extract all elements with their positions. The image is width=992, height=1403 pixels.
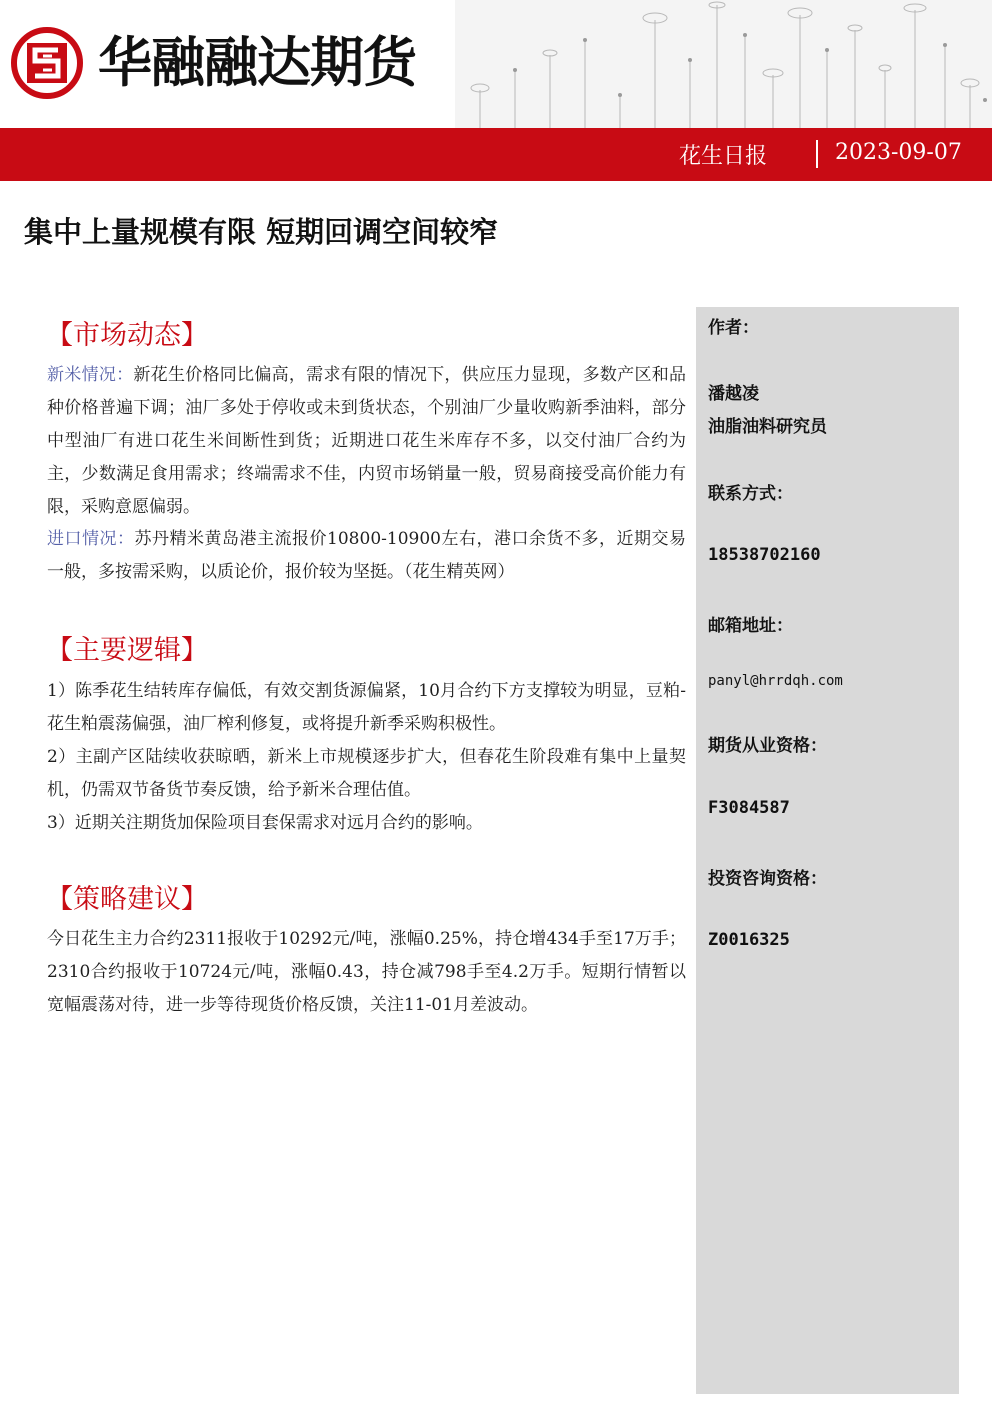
logic-point-3: 3）近期关注期货加保险项目套保需求对远月合约的影响。 [47, 813, 483, 833]
company-logo-icon [11, 27, 83, 99]
advisory-cert-label: 投资咨询资格： [708, 869, 827, 889]
contact-label: 联系方式： [708, 484, 793, 504]
section-heading-strategy: 【策略建议】 [46, 884, 208, 915]
futures-cert-label: 期货从业资格： [708, 736, 827, 756]
company-name: 华融融达期货 [98, 31, 416, 94]
report-date: 2023-09-07 [835, 140, 962, 165]
import-text: 苏丹精米黄岛港主流报价10800-10900左右，港口余货不多，近期交易一般，多按需采购，以质论价，报价较为坚挺。（花生精英网） [47, 529, 686, 582]
author-label: 作者： [708, 318, 759, 338]
phone-number: 18538702160 [708, 545, 821, 565]
header-decoration-graphic [455, 0, 992, 128]
header-divider [816, 140, 818, 168]
strategy-paragraph: 今日花生主力合约2311报收于10292元/吨，涨幅0.25%，持仓增434手至17万手；2310合约报收于10724元/吨，涨幅0.43，持仓减798手至4.2万手。短期行情暂以宽幅震荡对待，进一步等待现货价格反馈，关注11-01月差波动。 [47, 929, 686, 1015]
import-label: 进口情况： [47, 529, 135, 549]
logic-point-1: 1）陈季花生结转库存偏低，有效交割货源偏紧，10月合约下方支撑较为明显，豆粕-花生粕震荡偏强，油厂榨利修复，或将提升新季采购积极性。 [47, 681, 686, 734]
advisory-cert-number: Z0016325 [708, 930, 790, 950]
author-title: 油脂油料研究员 [708, 417, 827, 437]
logic-point-2: 2）主副产区陆续收获晾晒，新米上市规模逐步扩大，但春花生阶段难有集中上量契机，仍需双节备货节奏反馈，给予新米合理估值。 [47, 747, 686, 800]
email-label: 邮箱地址： [708, 616, 793, 636]
report-type: 花生日报 [679, 144, 768, 169]
email-address[interactable]: panyl@hrrdqh.com [708, 673, 843, 689]
new-crop-label: 新米情况： [47, 365, 134, 385]
market-paragraph-import [47, 523, 686, 589]
report-title: 集中上量规模有限 短期回调空间较窄 [24, 215, 499, 249]
author-name: 潘越凌 [708, 384, 759, 404]
futures-cert-number: F3084587 [708, 798, 790, 818]
section-heading-market: 【市场动态】 [46, 320, 208, 351]
section-heading-logic: 【主要逻辑】 [46, 635, 208, 666]
new-crop-text: 新花生价格同比偏高，需求有限的情况下，供应压力显现，多数产区和品种价格普遍下调；油厂多处于停收或未到货状态，个别油厂少量收购新季油料，部分中型油厂有进口花生米间断性到货；近期进口花生米库存不多，以交付油厂合约为主，少数满足食用需求；终端需求不佳，内贸市场销量一般，贸易商接受高价能力有限，采购意愿偏弱。 [47, 365, 687, 517]
author-sidebar [696, 307, 959, 1394]
market-paragraph-new-crop [47, 359, 686, 524]
